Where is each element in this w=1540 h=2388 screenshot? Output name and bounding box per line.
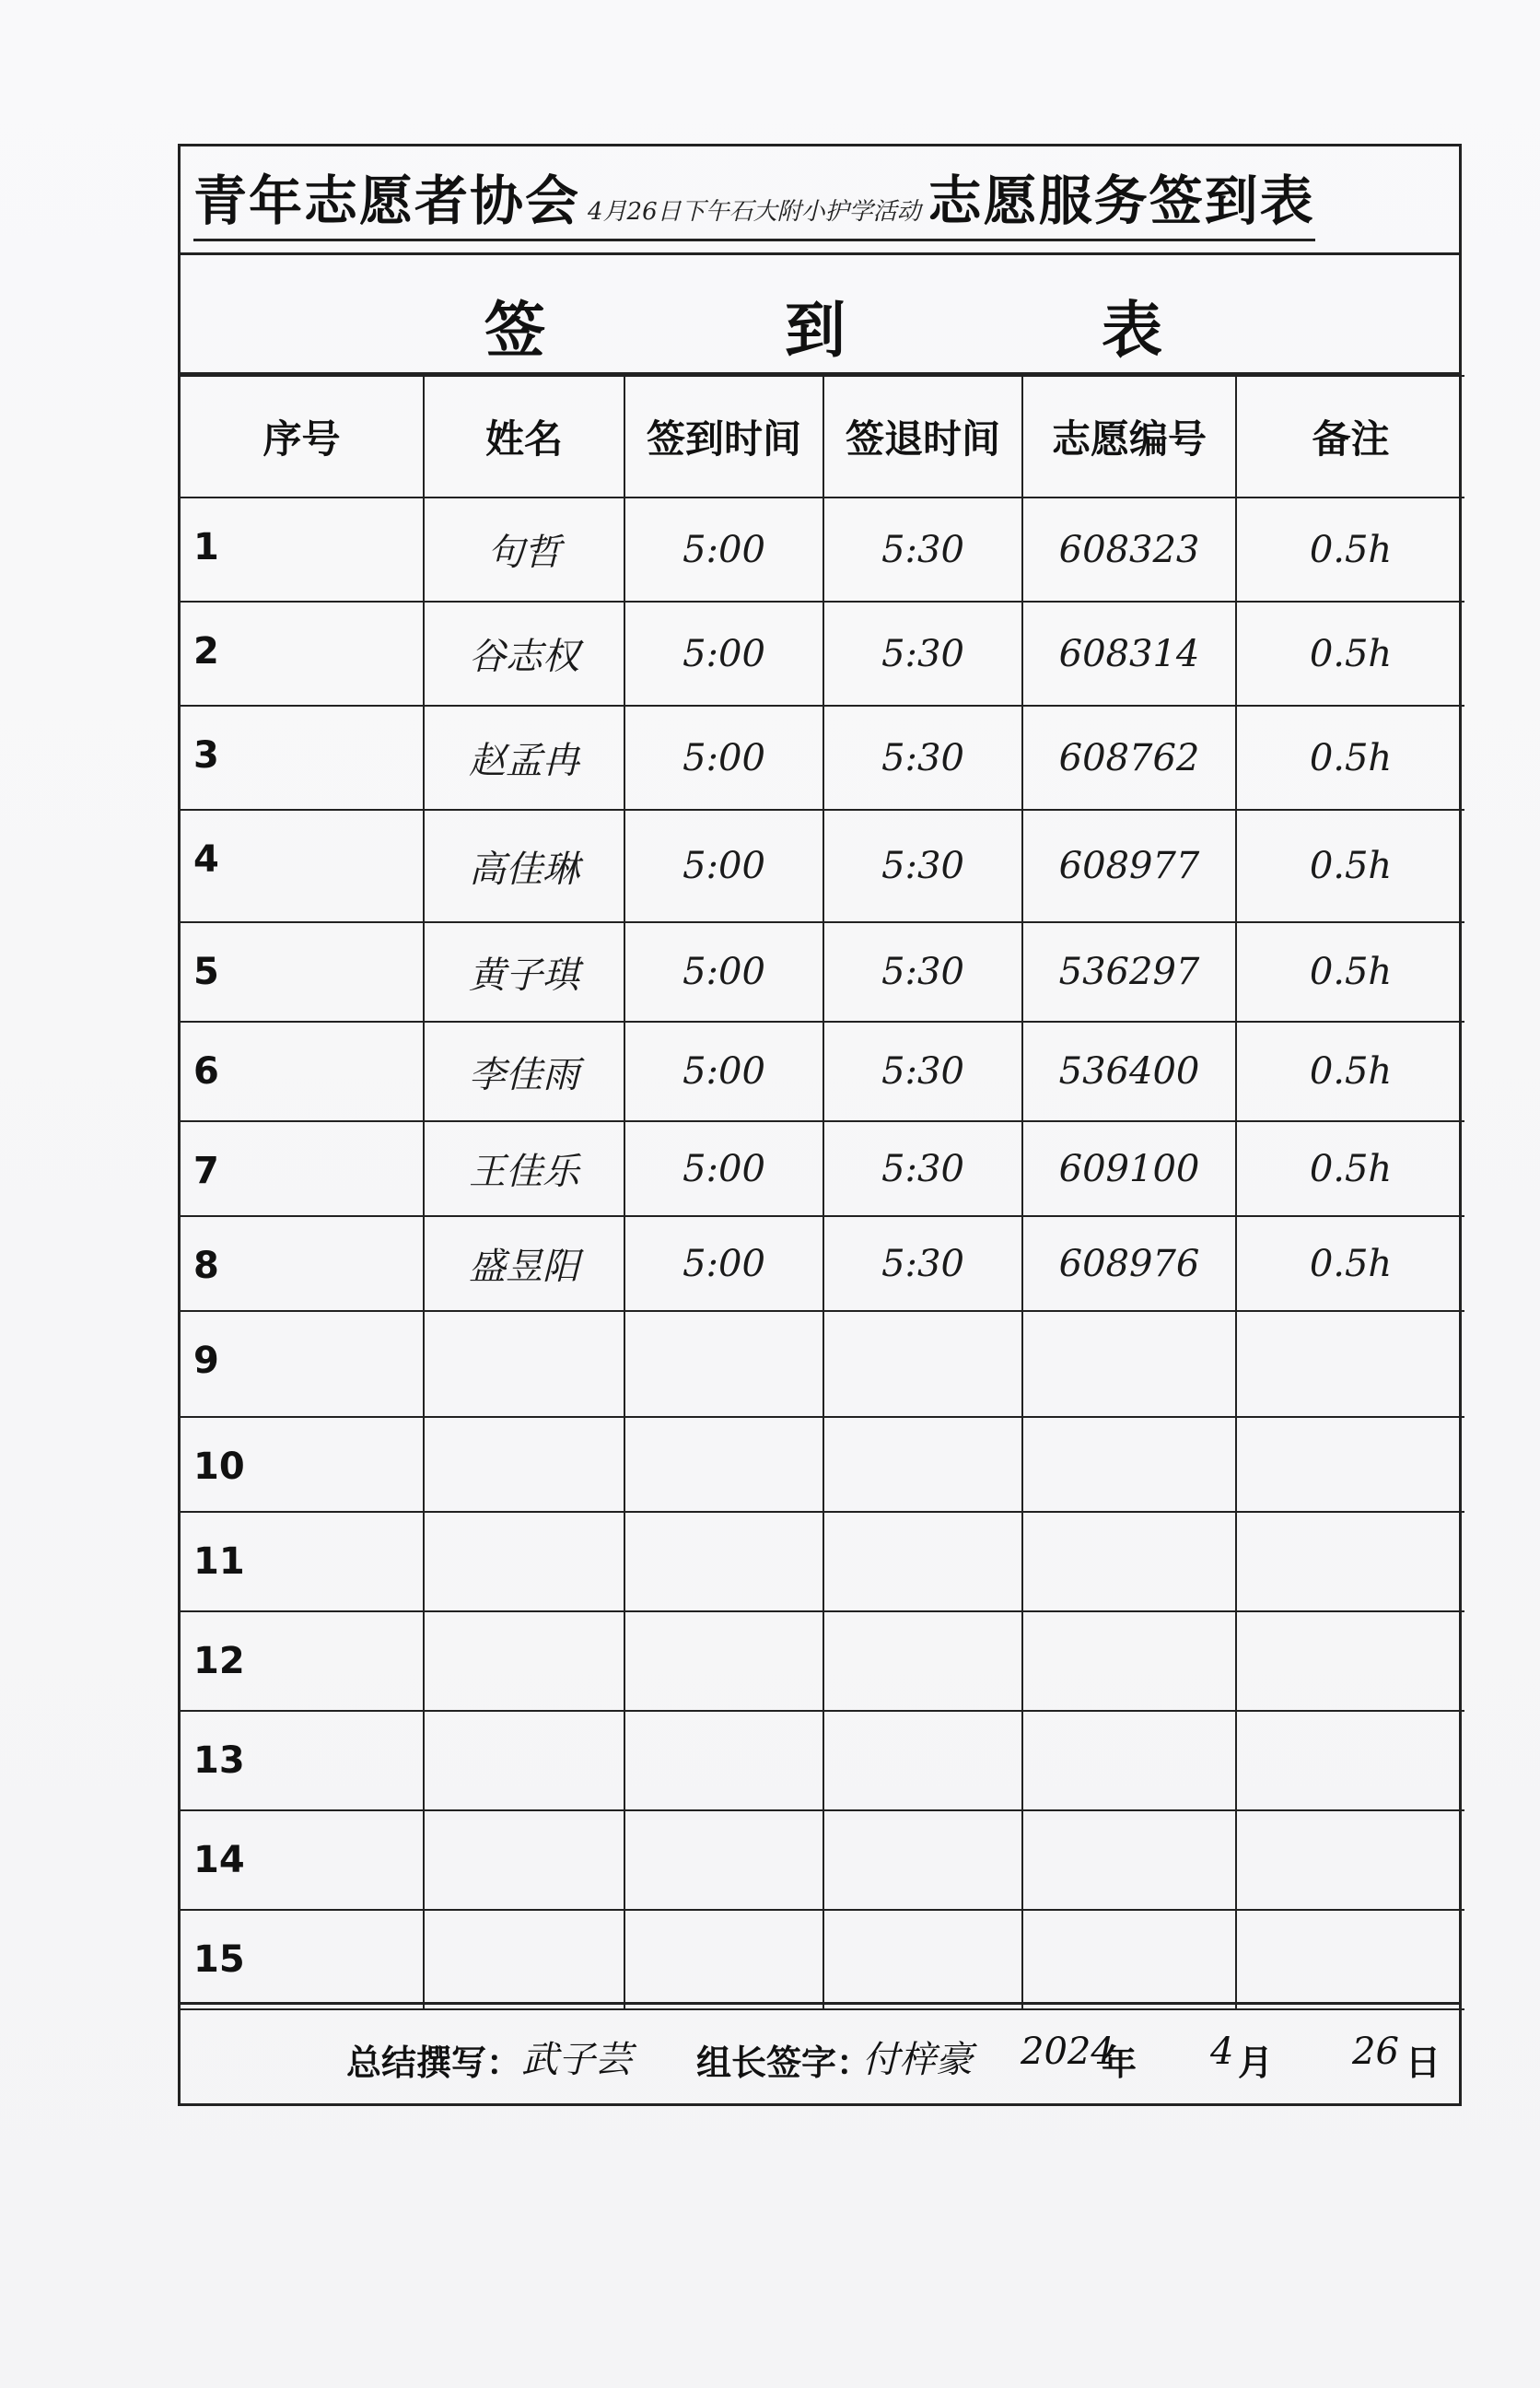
sign-in-time bbox=[624, 1711, 823, 1810]
volunteer-name bbox=[424, 1910, 624, 2009]
row-number: 13 bbox=[181, 1711, 424, 1810]
note bbox=[1236, 1311, 1464, 1417]
sign-out-time bbox=[823, 1311, 1022, 1417]
activity-handwritten: 4月26日下午石大附小护学活动 bbox=[588, 198, 921, 226]
sign-in-time: 5:00 bbox=[624, 1022, 823, 1121]
column-header-note: 备注 bbox=[1236, 376, 1464, 498]
table-row bbox=[181, 1810, 1464, 1910]
note bbox=[1236, 1417, 1464, 1512]
sign-out-time bbox=[823, 1512, 1022, 1611]
sign-in-time bbox=[624, 1810, 823, 1910]
date-month: 4 bbox=[1210, 2031, 1234, 2073]
year-label: 年 bbox=[1102, 2043, 1138, 2083]
table-row bbox=[181, 1711, 1464, 1810]
date-day: 26 bbox=[1352, 2031, 1399, 2073]
form-title-text: 志愿服务签到表 bbox=[928, 170, 1315, 232]
subtitle-char: 签 bbox=[484, 295, 545, 366]
table-row bbox=[181, 706, 1464, 810]
writer-label: 总结撰写： bbox=[346, 2043, 522, 2083]
table-row bbox=[181, 1022, 1464, 1121]
month-label: 月 bbox=[1238, 2043, 1274, 2083]
volunteer-name: 王佳乐 bbox=[424, 1121, 624, 1216]
table-row bbox=[181, 1311, 1464, 1417]
row-number: 14 bbox=[181, 1810, 424, 1910]
row-number: 1 bbox=[181, 498, 424, 602]
org-name: 青年志愿者协会 bbox=[193, 170, 581, 232]
column-header-no: 序号 bbox=[181, 376, 424, 498]
sign-out-time bbox=[823, 1417, 1022, 1512]
sign-out-time: 5:30 bbox=[823, 1022, 1022, 1121]
volunteer-name: 李佳雨 bbox=[424, 1022, 624, 1121]
leader-signature: 付梓豪 bbox=[862, 2039, 973, 2081]
volunteer-id: 536297 bbox=[1022, 922, 1236, 1022]
column-header-sign-in-time: 签到时间 bbox=[624, 376, 823, 498]
footer-row bbox=[181, 2002, 1459, 2103]
note: 0.5h bbox=[1236, 922, 1464, 1022]
note bbox=[1236, 1910, 1464, 2009]
note: 0.5h bbox=[1236, 810, 1464, 922]
volunteer-id: 608314 bbox=[1022, 602, 1236, 706]
volunteer-id bbox=[1022, 1417, 1236, 1512]
subtitle-row bbox=[181, 255, 1459, 375]
sign-in-time: 5:00 bbox=[624, 706, 823, 810]
note bbox=[1236, 1512, 1464, 1611]
table-row bbox=[181, 1910, 1464, 2009]
volunteer-name: 高佳琳 bbox=[424, 810, 624, 922]
row-number: 3 bbox=[181, 706, 424, 810]
volunteer-name: 黄子琪 bbox=[424, 922, 624, 1022]
sign-in-time bbox=[624, 1311, 823, 1417]
volunteer-name bbox=[424, 1512, 624, 1611]
day-label: 日 bbox=[1406, 2043, 1441, 2083]
volunteer-name bbox=[424, 1611, 624, 1711]
volunteer-name: 盛昱阳 bbox=[424, 1216, 624, 1311]
note bbox=[1236, 1810, 1464, 1910]
subtitle-char: 到 bbox=[785, 295, 846, 366]
volunteer-id: 609100 bbox=[1022, 1121, 1236, 1216]
note: 0.5h bbox=[1236, 1022, 1464, 1121]
volunteer-id bbox=[1022, 1711, 1236, 1810]
volunteer-name bbox=[424, 1810, 624, 1910]
table-row bbox=[181, 1216, 1464, 1311]
attendance-table bbox=[181, 375, 1464, 2010]
row-number: 2 bbox=[181, 602, 424, 706]
volunteer-id: 608976 bbox=[1022, 1216, 1236, 1311]
sign-in-time: 5:00 bbox=[624, 1216, 823, 1311]
note: 0.5h bbox=[1236, 498, 1464, 602]
volunteer-name: 赵孟冉 bbox=[424, 706, 624, 810]
subtitle-char: 表 bbox=[1102, 295, 1162, 366]
sign-in-form bbox=[178, 144, 1462, 2106]
table-row bbox=[181, 1611, 1464, 1711]
column-header-name: 姓名 bbox=[424, 376, 624, 498]
volunteer-id: 536400 bbox=[1022, 1022, 1236, 1121]
column-header-sign-out-time: 签退时间 bbox=[823, 376, 1022, 498]
sign-in-time: 5:00 bbox=[624, 1121, 823, 1216]
row-number: 8 bbox=[181, 1216, 424, 1311]
volunteer-id bbox=[1022, 1611, 1236, 1711]
leader-label: 组长签字： bbox=[696, 2043, 872, 2083]
volunteer-id bbox=[1022, 1910, 1236, 2009]
table-row bbox=[181, 1121, 1464, 1216]
sign-in-time bbox=[624, 1512, 823, 1611]
row-number: 7 bbox=[181, 1121, 424, 1216]
sign-in-time: 5:00 bbox=[624, 922, 823, 1022]
table-header-row bbox=[181, 376, 1464, 498]
volunteer-name bbox=[424, 1711, 624, 1810]
note: 0.5h bbox=[1236, 1216, 1464, 1311]
volunteer-id: 608762 bbox=[1022, 706, 1236, 810]
table-row bbox=[181, 922, 1464, 1022]
sign-out-time: 5:30 bbox=[823, 1121, 1022, 1216]
writer-signature: 武子芸 bbox=[521, 2039, 632, 2081]
volunteer-name: 谷志权 bbox=[424, 602, 624, 706]
row-number: 12 bbox=[181, 1611, 424, 1711]
volunteer-id bbox=[1022, 1810, 1236, 1910]
volunteer-id bbox=[1022, 1311, 1236, 1417]
table-row bbox=[181, 1512, 1464, 1611]
sign-in-time: 5:00 bbox=[624, 498, 823, 602]
sign-out-time: 5:30 bbox=[823, 602, 1022, 706]
sign-in-time: 5:00 bbox=[624, 810, 823, 922]
row-number: 11 bbox=[181, 1512, 424, 1611]
table-row bbox=[181, 1417, 1464, 1512]
sign-out-time bbox=[823, 1810, 1022, 1910]
sign-out-time: 5:30 bbox=[823, 706, 1022, 810]
row-number: 4 bbox=[181, 810, 424, 922]
sign-in-time: 5:00 bbox=[624, 602, 823, 706]
column-header-volunteer-id: 志愿编号 bbox=[1022, 376, 1236, 498]
note: 0.5h bbox=[1236, 602, 1464, 706]
volunteer-name: 句哲 bbox=[424, 498, 624, 602]
row-number: 15 bbox=[181, 1910, 424, 2009]
sign-out-time: 5:30 bbox=[823, 922, 1022, 1022]
sign-in-time bbox=[624, 1910, 823, 2009]
sign-out-time: 5:30 bbox=[823, 498, 1022, 602]
sign-out-time bbox=[823, 1910, 1022, 2009]
row-number: 10 bbox=[181, 1417, 424, 1512]
note bbox=[1236, 1611, 1464, 1711]
row-number: 6 bbox=[181, 1022, 424, 1121]
row-number: 5 bbox=[181, 922, 424, 1022]
volunteer-id: 608977 bbox=[1022, 810, 1236, 922]
table-row bbox=[181, 810, 1464, 922]
volunteer-name bbox=[424, 1311, 624, 1417]
note: 0.5h bbox=[1236, 706, 1464, 810]
table-row bbox=[181, 602, 1464, 706]
row-number: 9 bbox=[181, 1311, 424, 1417]
sign-out-time bbox=[823, 1711, 1022, 1810]
table-row bbox=[181, 498, 1464, 602]
sign-in-time bbox=[624, 1611, 823, 1711]
volunteer-name bbox=[424, 1417, 624, 1512]
form-title bbox=[193, 158, 1315, 241]
sign-out-time: 5:30 bbox=[823, 810, 1022, 922]
note: 0.5h bbox=[1236, 1121, 1464, 1216]
date-year: 2024 bbox=[1021, 2031, 1114, 2073]
volunteer-id bbox=[1022, 1512, 1236, 1611]
volunteer-id: 608323 bbox=[1022, 498, 1236, 602]
sign-out-time: 5:30 bbox=[823, 1216, 1022, 1311]
sign-in-time bbox=[624, 1417, 823, 1512]
title-row bbox=[181, 146, 1459, 255]
sign-out-time bbox=[823, 1611, 1022, 1711]
note bbox=[1236, 1711, 1464, 1810]
